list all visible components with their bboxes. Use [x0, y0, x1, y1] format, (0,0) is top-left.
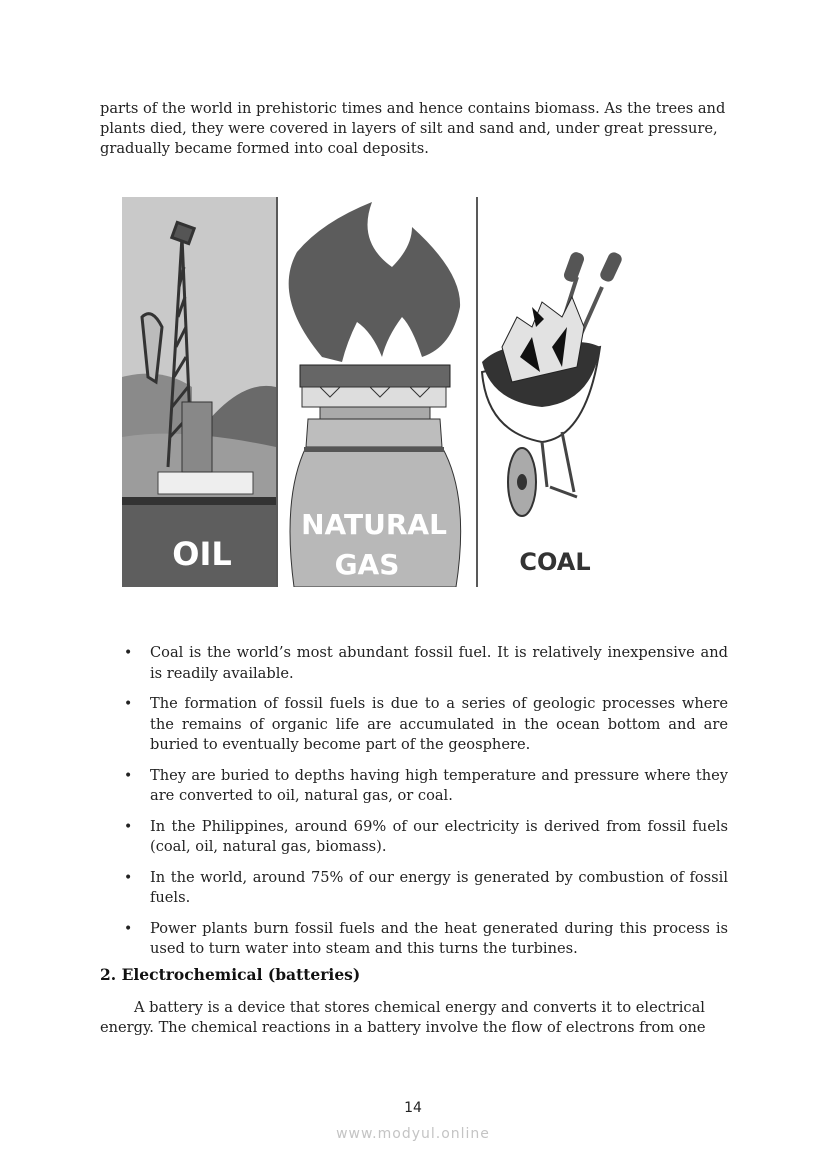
list-item: • In the Philippines, around 69% of our electricity is derived from fossil fuels (coal, oil, natural gas, biomass). [100, 817, 728, 858]
wheelbarrow-icon [482, 250, 624, 516]
intro-paragraph: parts of the world in prehistoric times and hence contains biomass. As the trees and plants died, they were covered in layers of silt and sand and, under great pressure, gradually became formed into coal deposits. [100, 100, 726, 157]
natural-gas-label-line2: GAS [334, 548, 400, 581]
fossil-fuels-illustration [122, 197, 638, 587]
list-item: • The formation of fossil fuels is due to a series of geologic processes where the remains of organic life are accumulated in the ocean bottom and are buried to eventually become part of the geosphere. [100, 694, 728, 756]
watermark: www.modyul.online [336, 1126, 490, 1142]
section-heading: 2. Electrochemical (batteries) [100, 965, 361, 984]
list-item: • Coal is the world’s most abundant fossil fuel. It is relatively inexpensive and is readily available. [100, 643, 728, 684]
natural-gas-panel [278, 197, 476, 587]
list-item: • In the world, around 75% of our energy is generated by combustion of fossil fuels. [100, 868, 728, 909]
battery-paragraph: A battery is a device that stores chemical energy and converts it to electrical energy. The chemical reactions in a battery involve the flow of electrons from one [100, 999, 706, 1036]
page-number: 14 [404, 1100, 422, 1116]
oil-label: OIL [172, 535, 232, 573]
list-item: • Power plants burn fossil fuels and the heat generated during this process is used to turn water into steam and this turns the turbines. [100, 919, 728, 960]
oil-panel [122, 197, 276, 587]
coal-panel [482, 250, 624, 576]
list-item: • They are buried to depths having high temperature and pressure where they are converted to oil, natural gas, or coal. [100, 766, 728, 807]
fossil-fuel-facts-list [100, 643, 728, 970]
coal-label: COAL [519, 548, 591, 576]
natural-gas-label-line1: NATURAL [301, 508, 447, 541]
